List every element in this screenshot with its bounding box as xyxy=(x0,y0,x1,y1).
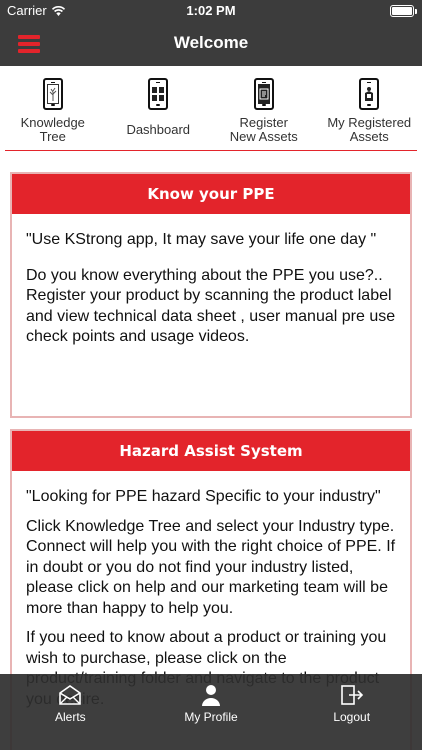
card-title: Hazard Assist System xyxy=(12,431,410,471)
quick-nav-divider xyxy=(5,150,417,151)
quick-nav-label: My Registered Assets xyxy=(327,115,412,144)
knowledge-tree-phone-icon xyxy=(43,78,63,110)
card-title: Know your PPE xyxy=(12,174,410,214)
navigation-bar xyxy=(0,22,422,66)
status-bar xyxy=(0,0,422,22)
quick-nav-knowledge-tree[interactable] xyxy=(0,66,106,150)
card-paragraph: If you need to know about a product or training you wish to purchase, please click on the xyxy=(26,629,387,667)
alerts-envelope-icon xyxy=(58,684,82,706)
profile-person-icon xyxy=(200,684,222,706)
registered-assets-phone-icon xyxy=(359,78,379,110)
tab-logout[interactable] xyxy=(281,674,422,750)
quick-nav-dashboard[interactable] xyxy=(106,66,212,150)
bottom-tab-bar xyxy=(0,674,422,750)
know-your-ppe-card xyxy=(10,172,412,418)
quick-nav-my-registered-assets[interactable] xyxy=(317,66,422,150)
tab-label: My Profile xyxy=(184,710,238,724)
register-assets-phone-icon xyxy=(254,78,274,110)
card-paragraph: Do you know everything about the PPE you use?.. Register your product by scanning the product label and view technical data sheet , user manual pre use check points and usage videos. xyxy=(26,266,396,345)
tab-label: Logout xyxy=(333,710,371,724)
tab-my-profile[interactable] xyxy=(141,674,282,750)
tab-label: Alerts xyxy=(54,710,86,724)
quick-nav-register-new-assets[interactable] xyxy=(211,66,317,150)
quick-nav-label: Register New Assets xyxy=(229,115,298,144)
quick-nav-label: Dashboard xyxy=(126,122,191,137)
status-time: 1:02 PM xyxy=(186,3,236,18)
battery-icon xyxy=(390,5,414,17)
card-body xyxy=(12,214,410,364)
quick-nav xyxy=(0,66,422,150)
dashboard-phone-icon xyxy=(148,78,168,110)
card-quote: "Use KStrong app, It may save your life one day " xyxy=(26,231,377,248)
page-title: Welcome xyxy=(173,33,249,52)
quick-nav-label: Knowledge Tree xyxy=(20,115,85,144)
tab-alerts[interactable] xyxy=(0,674,141,750)
card-quote: "Looking for PPE hazard Specific to your industry" xyxy=(26,488,381,505)
carrier-label: Carrier xyxy=(7,3,47,18)
logout-icon xyxy=(340,684,364,706)
card-paragraph: Click Knowledge Tree and select your Industry type. Connect will help you with the right choice of PPE. If in doubt or you do not find your industry listed, please click on help and our marketing team will be more than happy to help you. xyxy=(26,517,396,617)
